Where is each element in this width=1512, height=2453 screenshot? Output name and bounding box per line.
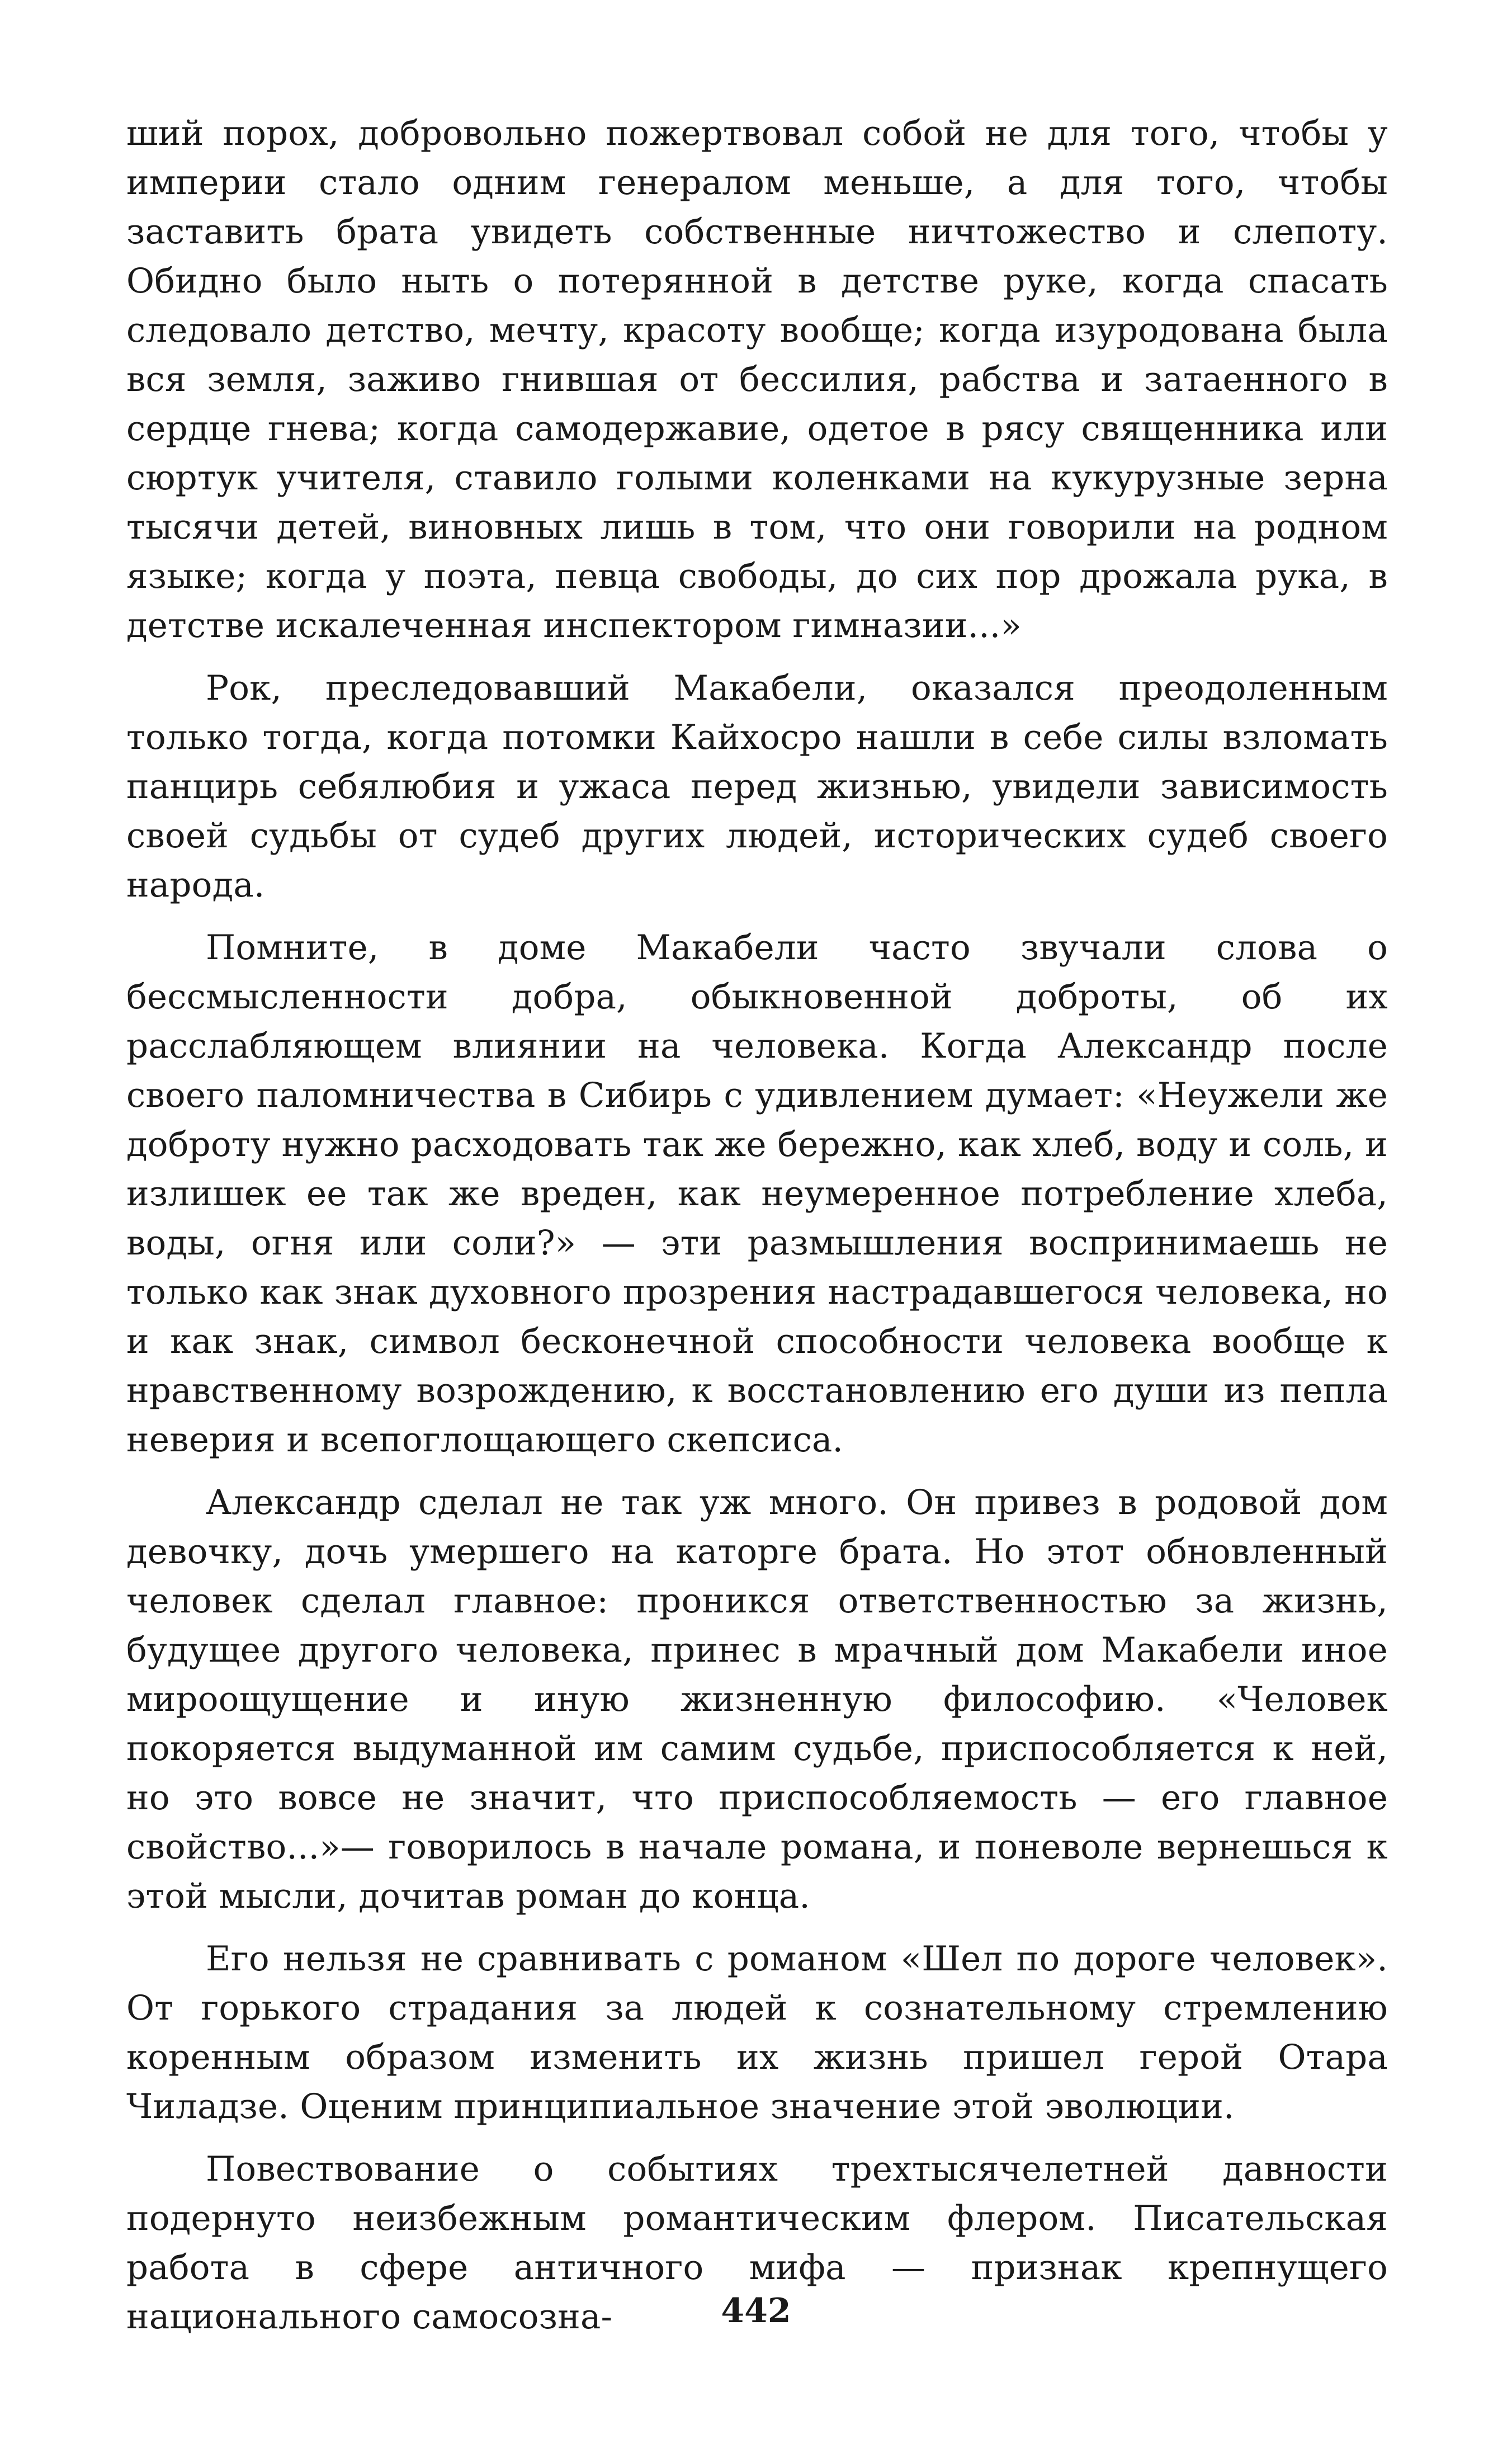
paragraph-1: ший порох, добровольно пожертвовал собой не для того, чтобы у империи стало одним генералом меньше, а для того, чтобы заставить брата увидеть собственные ничтожество и слепоту. Обидно было ныть о потерянной в детстве руке, когда спасать следовало детство, мечту, красоту вообще; когда изуродована была вся земля, заживо гнившая от бессилия, рабства и затаенного в сердце гнева; когда самодержавие, одетое в рясу священника или сюртук учителя, ставило голыми коленками на кукурузные зерна тысячи детей, виновных лишь в том, что они говорили на родном языке; когда у поэта, певца свободы, до сих пор дрожала рука, в детстве искалеченная инспектором гимназии...» (126, 114, 1388, 645)
paragraph-3: Помните, в доме Макабели часто звучали слова о бессмысленности добра, обыкновенной доброты, об их расслабляющем влиянии на человека. Когда Александр после своего паломничества в Сибирь с удивлением думает: «Неужели же доброту нужно расходовать так же бережно, как хлеб, воду и соль, и излишек ее так же вреден, как неумеренное потребление хлеба, воды, огня или соли?» — эти размышления воспринимаешь не только как знак духовного прозрения настрадавшегося человека, но и как знак, символ бесконечной способности человека вообще к нравственному возрождению, к восстановлению его души из пепла неверия и всепоглощающего скепсиса. (126, 928, 1388, 1460)
paragraph-5: Его нельзя не сравнивать с романом «Шел по дороге человек». От горького страдания за людей к сознательному стремлению коренным образом изменить их жизнь пришел герой Отара Чиладзе. Оценим принципиальное значение этой эволюции. (126, 1939, 1388, 2126)
paragraph-2: Рок, преследовавший Макабели, оказался преодоленным только тогда, когда потомки Кайхосро нашли в себе силы взломать панцирь себялюбия и ужаса перед жизнью, увидели зависимость своей судьбы от судеб других людей, исторических судеб своего народа. (126, 668, 1388, 905)
body-text (126, 109, 1388, 2342)
paragraph-4: Александр сделал не так уж много. Он привез в родовой дом девочку, дочь умершего на каторге брата. Но этот обновленный человек сделал главное: проникся ответственностью за жизнь, будущее другого человека, принес в мрачный дом Макабели иное мироощущение и иную жизненную философию. «Человек покоряется выдуманной им самим судьбе, приспособляется к ней, но это вовсе не значит, что приспособляемость — его главное свойство...»— говорилось в начале романа, и поневоле вернешься к этой мысли, дочитав роман до конца. (126, 1483, 1388, 1916)
paragraph-6: Повествование о событиях трехтысячелетней давности подернуто неизбежным романтическим флером. Писательская работа в сфере античного мифа — признак крепнущего национального самосозна- (126, 2149, 1388, 2337)
page-number: 442 (721, 2291, 791, 2331)
